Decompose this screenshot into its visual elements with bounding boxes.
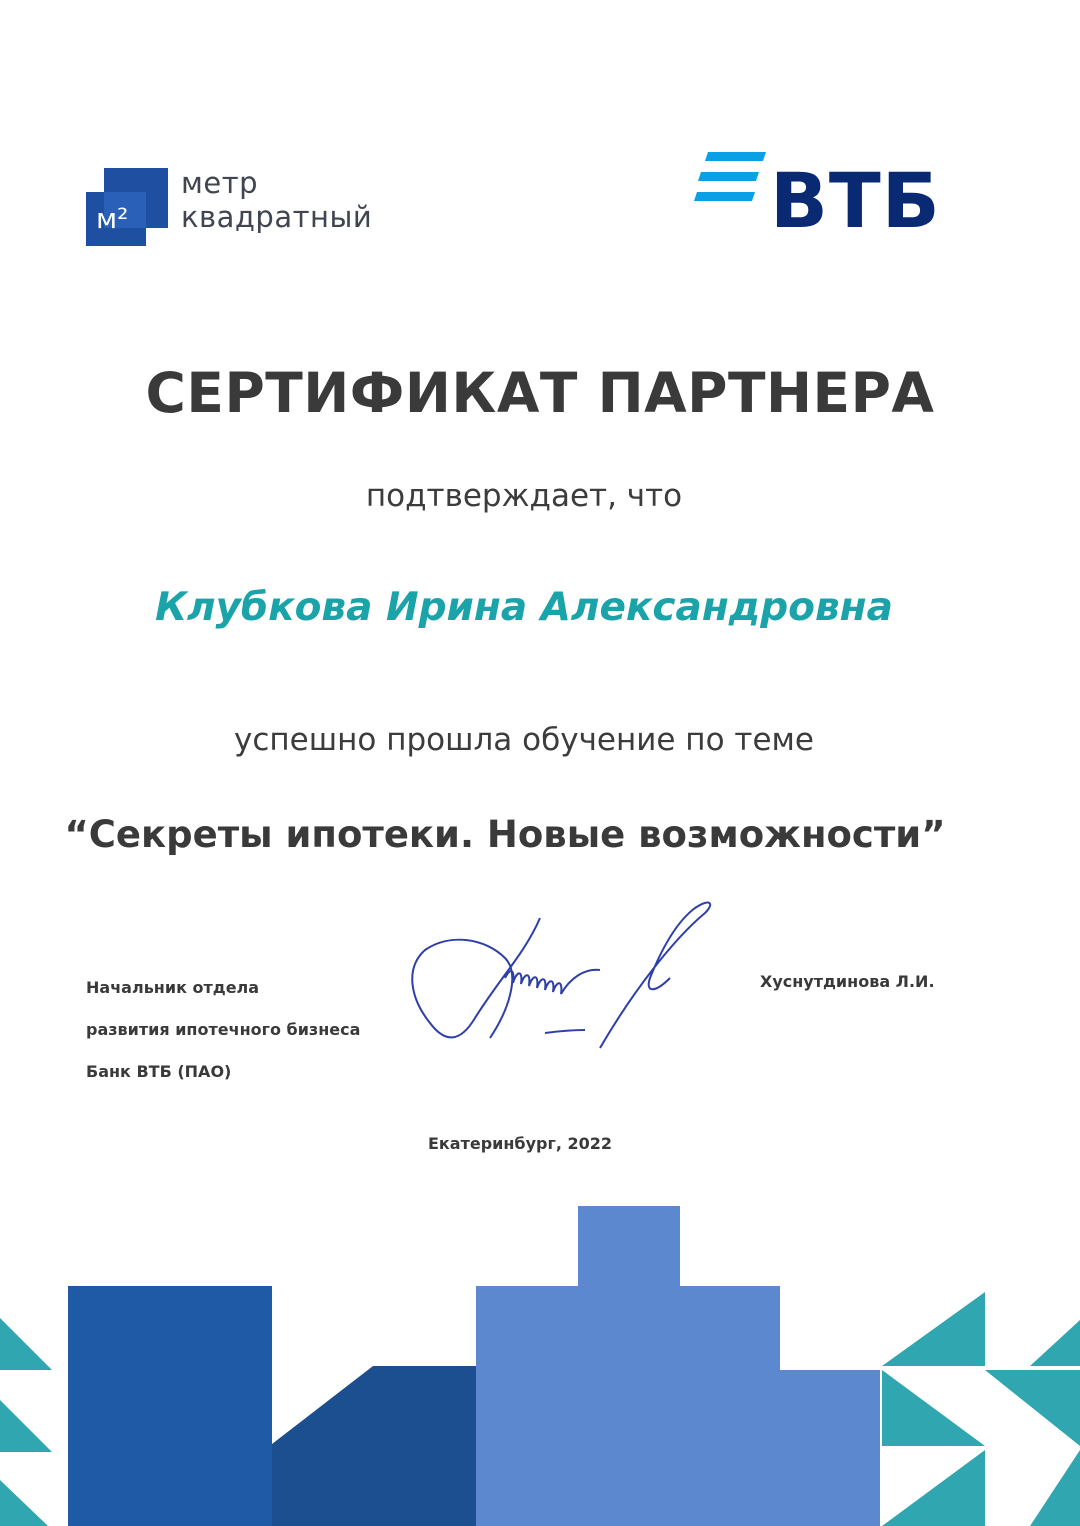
m2-logo-line1: метр	[181, 166, 259, 200]
m2-logo-text	[181, 166, 372, 234]
signatory-position	[86, 967, 360, 1093]
position-line-1: Начальник отдела	[86, 978, 260, 997]
confirms-text: подтверждает, что	[365, 478, 683, 514]
m2-logo-line2: квадратный	[181, 200, 373, 234]
decor-block-navy	[272, 1366, 476, 1526]
position-line-2: развития ипотечного бизнеса	[86, 1020, 361, 1039]
decor-triangle	[985, 1370, 1080, 1446]
decor-triangle	[0, 1400, 52, 1452]
recipient-name: Клубкова Ирина Александровна	[155, 585, 893, 630]
handwritten-signature	[405, 898, 715, 1058]
decor-block-light	[476, 1206, 880, 1526]
decor-triangle	[882, 1450, 985, 1526]
position-line-3: Банк ВТБ (ПАО)	[86, 1062, 232, 1081]
decor-block-dark	[68, 1286, 272, 1526]
course-topic: “Секреты ипотеки. Новые возможности”	[64, 813, 946, 856]
decor-triangle	[0, 1480, 48, 1526]
vtb-logo-text: ВТБ	[770, 156, 941, 245]
decor-triangle	[1030, 1450, 1080, 1526]
signatory-name: Хуснутдинова Л.И.	[760, 972, 935, 991]
completed-text: успешно прошла обучение по теме	[234, 722, 814, 758]
decor-triangle	[882, 1370, 985, 1446]
m2-logo-letter: м²	[96, 202, 129, 235]
place-date: Екатеринбург, 2022	[427, 1134, 613, 1153]
decor-triangle	[0, 1318, 52, 1370]
certificate-title: СЕРТИФИКАТ ПАРТНЕРА	[145, 361, 935, 425]
decor-triangle	[882, 1292, 985, 1366]
decor-triangle	[1030, 1320, 1080, 1366]
vtb-logo-bars-icon	[694, 152, 766, 202]
decorative-footer-pattern	[0, 1200, 1080, 1526]
m2-logo-mark	[86, 168, 168, 246]
